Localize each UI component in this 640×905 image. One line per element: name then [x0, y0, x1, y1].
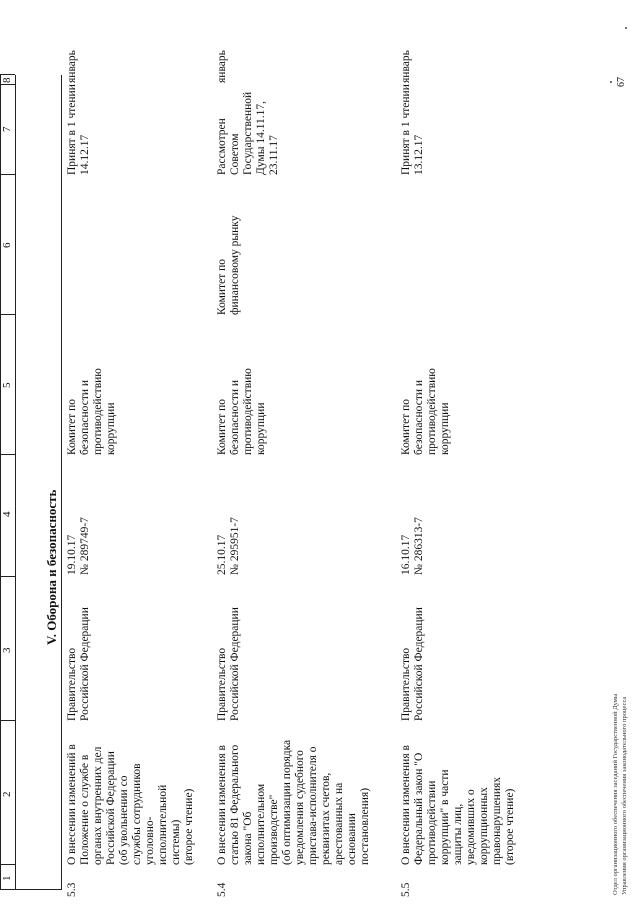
committee-line: безопасности и — [413, 379, 425, 455]
header-bottom-line — [15, 75, 16, 890]
bill-title-line: статью 81 Федерального — [229, 744, 241, 865]
col-divider-1 — [0, 864, 15, 865]
bill-title-line: пристава-исполнителя о — [307, 746, 319, 865]
committee-line: противодействию — [242, 368, 254, 455]
page-number: 67 — [616, 77, 627, 87]
author-line: Российской Федерации — [413, 607, 425, 721]
bill-status — [66, 75, 92, 175]
registration-date: 25.10.17 — [216, 534, 228, 575]
bill-title-line: (второе чтение) — [504, 788, 516, 865]
col-divider-6 — [0, 174, 15, 175]
committee-line: Комитет по — [216, 399, 228, 455]
table-right-border — [0, 74, 15, 75]
column-number-3: 3 — [1, 647, 13, 653]
scan-speck — [610, 81, 612, 83]
bill-author — [66, 577, 92, 721]
bill-title-line: основании — [346, 813, 358, 865]
author-line: Правительство — [66, 647, 78, 721]
bill-author — [216, 577, 242, 721]
planned-month: январь — [216, 50, 228, 83]
bill-title-line: Федеральный закон "О — [413, 752, 425, 865]
bill-title-line: уведомивших о — [465, 789, 477, 865]
status-line: Государственной — [242, 91, 254, 175]
bill-title-line: Положение о службе в — [79, 754, 91, 865]
bill-title-line: (об оптимизации порядка — [281, 739, 293, 865]
status-line: 13.12.17 — [413, 134, 425, 175]
status-line: Принят в 1 чтении — [66, 84, 78, 175]
bill-title-line: (об увольнении со — [118, 775, 130, 865]
author-line: Российской Федерации — [79, 607, 91, 721]
bill-title-line: защиты лиц, — [452, 803, 464, 865]
bill-title-line: (второе чтение) — [183, 788, 195, 865]
footer-directorate: Управления организационного обеспечения законодательного процесса — [621, 696, 628, 895]
bill-title-line: Российской Федерации — [105, 751, 117, 865]
scan-speck — [625, 27, 627, 29]
column-number-6: 6 — [1, 242, 13, 248]
registration-number: № 289749-7 — [79, 517, 91, 575]
row-number: 5.5 — [400, 882, 412, 897]
column-number-1: 1 — [1, 875, 13, 881]
row-number: 5.4 — [216, 882, 228, 897]
bill-title — [216, 721, 372, 865]
bill-title-line: уголовно- — [144, 816, 156, 865]
co-committee-line: Комитет по — [216, 259, 228, 315]
co-committee-line: финансовому рынку — [229, 215, 241, 315]
bill-title-line: производстве" — [268, 794, 280, 865]
bill-title — [400, 721, 517, 865]
registration — [400, 455, 426, 575]
status-line: Рассмотрен — [216, 118, 228, 175]
section-bottom-line — [61, 75, 62, 890]
status-line: Советом — [229, 133, 241, 175]
committee-line: коррупции — [105, 402, 117, 455]
planned-month: январь — [400, 50, 412, 83]
committee-line: противодействию — [92, 368, 104, 455]
bill-title-line: противодействии — [426, 780, 438, 865]
registration — [216, 455, 242, 575]
committee-line: противодействию — [426, 368, 438, 455]
status-line: 14.12.17 — [79, 134, 91, 175]
table-left-border — [0, 889, 61, 890]
col-divider-4 — [0, 454, 15, 455]
bill-title-line: арестованных на — [333, 782, 345, 865]
bill-title — [66, 721, 196, 865]
bill-title-line: исполнительной — [157, 784, 169, 865]
bill-title-line: реквизитах счетов, — [320, 772, 332, 865]
status-line: Принят в 1 чтении — [400, 84, 412, 175]
column-number-4: 4 — [1, 511, 13, 517]
col-divider-2 — [0, 720, 15, 721]
column-number-8: 8 — [1, 77, 13, 83]
responsible-committee — [66, 315, 118, 455]
column-number-7: 7 — [1, 126, 13, 132]
committee-line: безопасности и — [79, 379, 91, 455]
planned-month: январь — [66, 50, 78, 83]
bill-status — [216, 83, 281, 175]
committee-line: Комитет по — [400, 399, 412, 455]
responsible-committee — [216, 315, 268, 455]
committee-line: безопасности и — [229, 379, 241, 455]
bill-title-line: правонарушениях — [491, 776, 503, 865]
registration — [66, 455, 92, 575]
bill-title-line: постановления) — [359, 787, 371, 865]
bill-title-line: О внесении изменений в — [66, 744, 78, 865]
status-line: 23.11.17 — [268, 135, 280, 175]
column-number-5: 5 — [1, 382, 13, 388]
author-line: Правительство — [400, 647, 412, 721]
bill-title-line: службы сотрудников — [131, 763, 143, 865]
co-executor-committee — [216, 175, 242, 315]
registration-date: 16.10.17 — [400, 534, 412, 575]
bill-title-line: коррупции" в части — [439, 769, 451, 865]
committee-line: Комитет по — [66, 399, 78, 455]
column-number-2: 2 — [1, 791, 13, 797]
bill-title-line: О внесении изменения в — [216, 745, 228, 865]
bill-status — [400, 75, 426, 175]
table-top-line — [0, 75, 1, 890]
col-divider-3 — [0, 576, 15, 577]
committee-line: коррупции — [255, 402, 267, 455]
status-line: Думы 14.11.17, — [255, 100, 267, 175]
bill-title-line: органах внутренних дел — [92, 746, 104, 865]
row-number: 5.3 — [66, 882, 78, 897]
author-line: Российской Федерации — [229, 607, 241, 721]
bill-title-line: коррупционных — [478, 787, 490, 865]
bill-title-line: уведомления судебного — [294, 750, 306, 865]
bill-title-line: системы) — [170, 819, 182, 865]
col-divider-5 — [0, 314, 15, 315]
section-title: V. Оборона и безопасность — [44, 489, 59, 645]
author-line: Правительство — [216, 647, 228, 721]
responsible-committee — [400, 315, 452, 455]
registration-date: 19.10.17 — [66, 534, 78, 575]
registration-number: № 286313-7 — [413, 517, 425, 575]
registration-number: № 295951-7 — [229, 517, 241, 575]
footer-department: Отдел организационного обеспечения заседаний Государственной Думы — [612, 693, 619, 895]
bill-title-line: О внесении изменения в — [400, 745, 412, 865]
committee-line: коррупции — [439, 402, 451, 455]
bill-title-line: исполнительном — [255, 783, 267, 865]
bill-author — [400, 577, 426, 721]
col-divider-7 — [0, 84, 15, 85]
bill-title-line: закона "Об — [242, 811, 254, 865]
